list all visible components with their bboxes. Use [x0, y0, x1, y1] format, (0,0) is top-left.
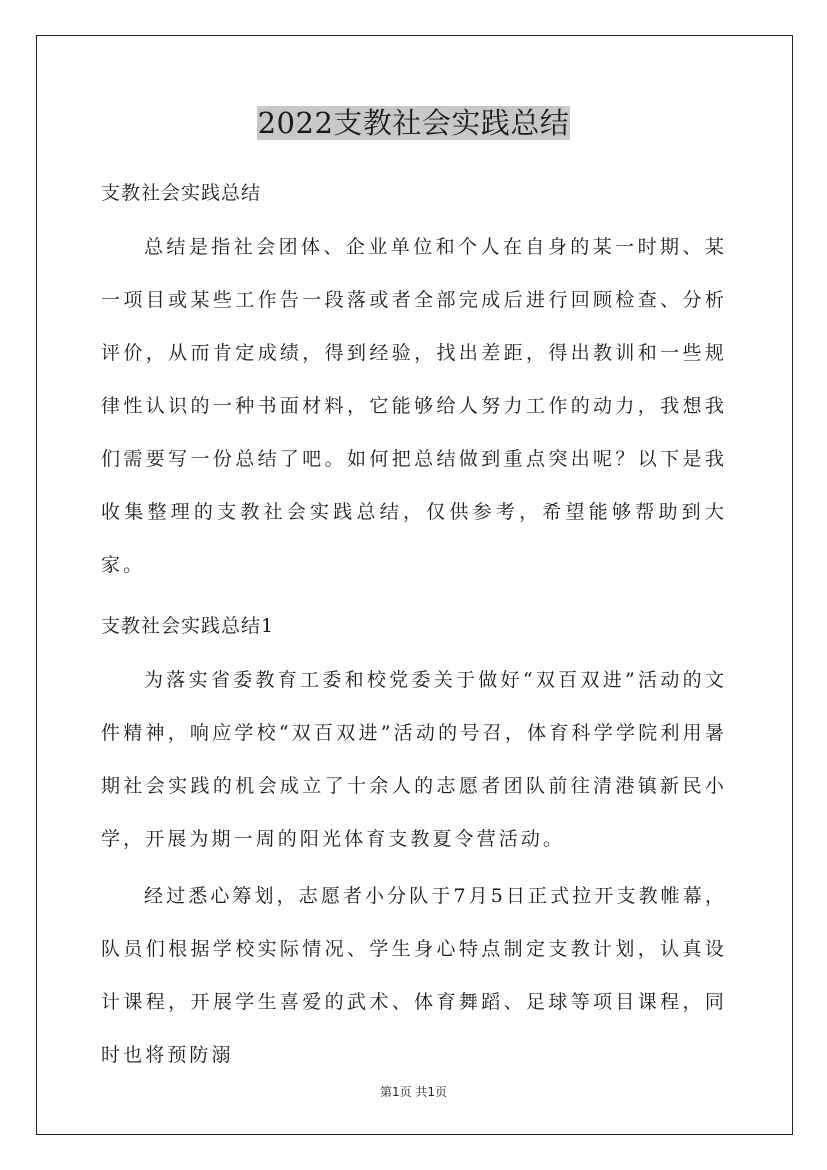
document-title-text: 2022支教社会实践总结	[257, 106, 570, 140]
section1-paragraph-2: 经过悉心筹划，志愿者小分队于7月5日正式拉开支教帷幕，队员们根据学校实际情况、学生身心特点制定支教计划，认真设计课程，开展学生喜爱的武术、体育舞蹈、足球等项目课程，同时也将预防溺	[101, 885, 727, 1066]
intro-paragraph: 总结是指社会团体、企业单位和个人在自身的某一时期、某一项目或某些工作告一段落或者全部完成后进行回顾检查、分析评价，从而肯定成绩，得到经验，找出差距，得出教训和一些规律性认识的一种书面材料，它能够给人努力工作的动力，我想我们需要写一份总结了吧。如何把总结做到重点突出呢？以下是我收集整理的支教社会实践总结，仅供参考，希望能够帮助到大家。	[101, 236, 727, 576]
section1-paragraph-1: 为落实省委教育工委和校党委关于做好“双百双进”活动的文件精神，响应学校“双百双进”活动的号召，体育科学学院利用暑期社会实践的机会成立了十余人的志愿者团队前往清港镇新民小学，开展为期一周的阳光体育支教夏令营活动。	[101, 669, 727, 850]
page-footer: 第1页 共1页	[379, 1085, 448, 1099]
section1-heading: 支教社会实践总结1	[101, 615, 275, 637]
intro-heading: 支教社会实践总结	[101, 182, 262, 204]
document-title	[0, 103, 827, 143]
